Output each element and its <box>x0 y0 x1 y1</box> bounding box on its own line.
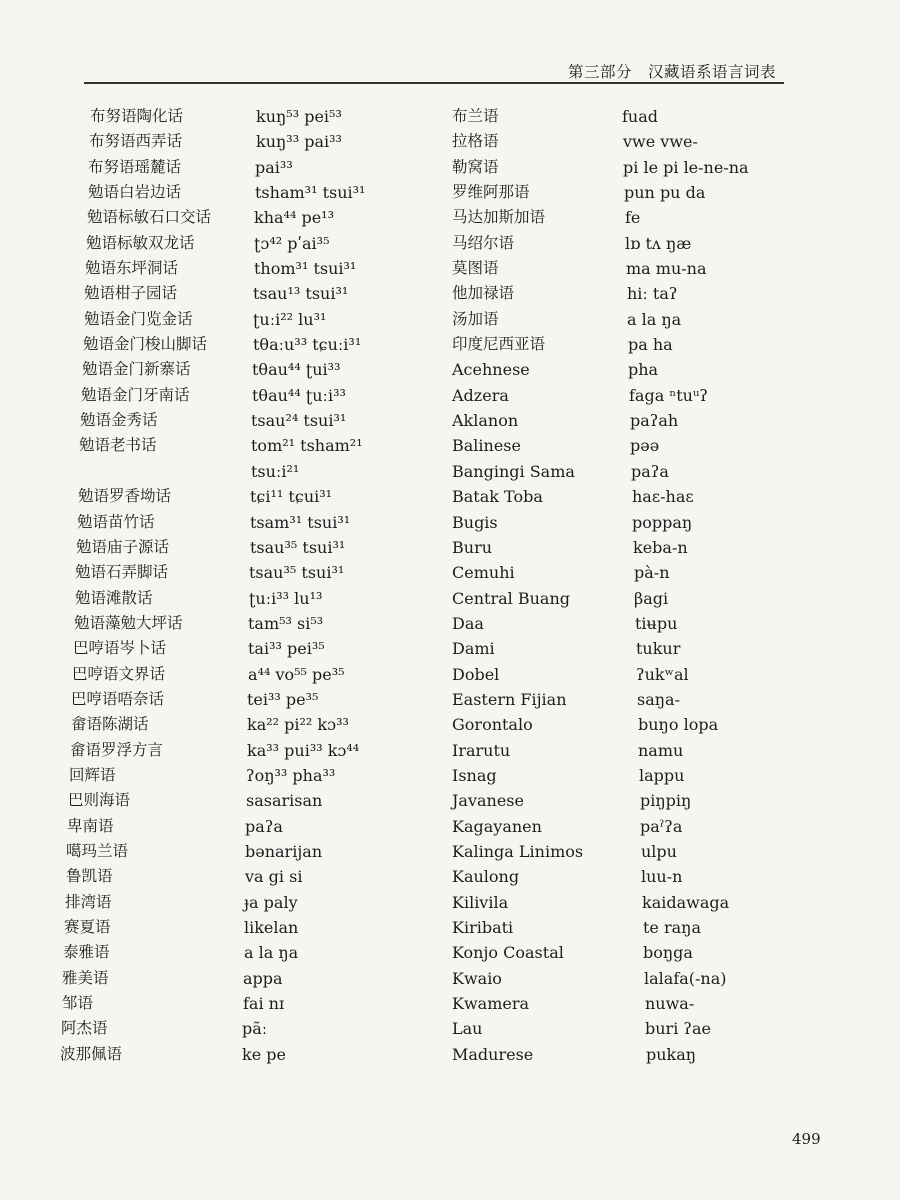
transcription-cell: te raŋa <box>643 918 702 937</box>
language-name-cell: Kwamera <box>452 994 530 1014</box>
table-row <box>0 155 900 180</box>
table-row <box>0 459 900 484</box>
transcription-cell: pukaŋ <box>646 1044 697 1064</box>
table-row <box>0 281 900 306</box>
language-name-cell: 波那佩语 <box>60 1044 123 1063</box>
language-name-cell: 鲁凯语 <box>66 867 113 886</box>
language-name-cell: 勉语庙子源话 <box>76 537 170 556</box>
language-name-cell: 泰雅语 <box>63 943 110 962</box>
language-name-cell: Madurese <box>452 1044 534 1064</box>
transcription-cell: pa ha <box>628 335 673 355</box>
table-row <box>0 662 900 687</box>
language-name-cell: Lau <box>452 1019 483 1039</box>
transcription-cell: tsau¹³ tsui³¹ <box>253 284 349 304</box>
language-name-cell: 马绍尔语 <box>452 233 515 252</box>
language-name-cell: 回辉语 <box>69 765 116 784</box>
transcription-cell: paʔa <box>245 816 283 836</box>
language-name-cell: 勉语标敏石口交话 <box>87 208 212 227</box>
language-name-cell: 噶玛兰语 <box>66 841 129 860</box>
table-row <box>0 763 900 788</box>
transcription-cell: tam⁵³ si⁵³ <box>248 613 324 633</box>
transcription-cell: ulpu <box>641 841 677 861</box>
transcription-cell: luu-n <box>641 867 683 887</box>
transcription-cell: tθau⁴⁴ ʈuːi³³ <box>252 385 346 405</box>
transcription-cell: pha <box>628 360 659 380</box>
language-name-cell: 勉语金门牙南话 <box>81 385 190 404</box>
transcription-cell: tsuːi²¹ <box>251 461 300 481</box>
transcription-cell: a⁴⁴ vo⁵⁵ pe³⁵ <box>248 664 345 684</box>
language-name-cell: Buru <box>452 537 493 557</box>
transcription-cell: sasarisan <box>246 791 323 811</box>
table-row <box>0 332 900 357</box>
language-name-cell: Kiribati <box>452 918 514 937</box>
language-name-cell: Gorontalo <box>452 715 533 735</box>
transcription-cell: boŋga <box>643 943 693 963</box>
language-name-cell: 勉语金门新寨话 <box>82 360 191 379</box>
table-row <box>0 104 900 129</box>
transcription-cell: tsham³¹ tsui³¹ <box>255 183 366 203</box>
page-number: 499 <box>792 1130 821 1148</box>
word-list <box>0 104 900 1067</box>
transcription-cell: ʈuːi³³ lu¹³ <box>249 588 323 608</box>
transcription-cell: pãː <box>242 1019 268 1039</box>
table-row <box>0 890 900 915</box>
table-row <box>0 788 900 813</box>
transcription-cell: pai³³ <box>255 157 293 177</box>
transcription-cell: lɒ tʌ ŋæ <box>625 233 692 253</box>
transcription-cell: tiʉpu <box>635 613 678 633</box>
language-name-cell: 巴则海语 <box>68 791 131 810</box>
transcription-cell: ke pe <box>242 1044 286 1064</box>
language-name-cell: Aklanon <box>452 411 519 431</box>
transcription-cell: tom²¹ tsham²¹ <box>251 436 363 456</box>
language-name-cell: 勉语罗香坳话 <box>78 487 172 506</box>
transcription-cell: fe <box>625 208 641 228</box>
transcription-cell: paʔah <box>630 411 679 431</box>
transcription-cell: a la ŋa <box>244 943 299 963</box>
table-row <box>0 586 900 611</box>
transcription-cell: likelan <box>244 918 299 937</box>
transcription-cell: kuŋ³³ pai³³ <box>256 132 342 152</box>
header-rule <box>84 82 784 84</box>
language-name-cell: 布努语西弄话 <box>89 132 183 151</box>
transcription-cell: keba-n <box>633 537 688 557</box>
language-name-cell: Eastern Fijian <box>452 689 567 709</box>
language-name-cell: 勉语柑子园话 <box>84 284 178 303</box>
table-row <box>0 383 900 408</box>
table-row <box>0 484 900 509</box>
transcription-cell: pà-n <box>634 563 670 583</box>
language-name-cell: Bangingi Sama <box>452 461 575 481</box>
transcription-cell: ʔukʷal <box>636 664 689 684</box>
language-name-cell: 巴哼语文界话 <box>72 664 166 683</box>
language-name-cell: 勉语滩散话 <box>75 588 153 607</box>
transcription-cell: ʈuːi²² lu³¹ <box>253 309 327 329</box>
table-row <box>0 535 900 560</box>
language-name-cell: 畲语罗浮方言 <box>70 740 164 759</box>
language-name-cell: Acehnese <box>452 360 530 380</box>
transcription-cell: tsam³¹ tsui³¹ <box>250 512 351 532</box>
transcription-cell: ka²² pi²² kɔ³³ <box>247 715 349 735</box>
language-name-cell: 卑南语 <box>67 816 114 835</box>
language-name-cell: 赛夏语 <box>64 918 111 936</box>
table-row <box>0 611 900 636</box>
language-name-cell: 布努语瑶麓话 <box>88 157 182 176</box>
language-name-cell: 巴哼语岑卜话 <box>73 639 167 658</box>
language-name-cell: 勉语标敏双龙话 <box>86 233 195 252</box>
table-row <box>0 510 900 535</box>
table-row <box>0 231 900 256</box>
transcription-cell: tθau⁴⁴ ʈui³³ <box>252 360 341 380</box>
transcription-cell: vwe vwe- <box>623 132 698 152</box>
language-name-cell: Bugis <box>452 512 498 532</box>
transcription-cell: tsau³⁵ tsui³¹ <box>250 537 346 557</box>
language-name-cell: 勒窝语 <box>452 157 499 176</box>
language-name-cell: 勉语金门览金话 <box>84 309 193 328</box>
transcription-cell: buri ʔae <box>645 1019 711 1039</box>
table-row <box>0 1016 900 1041</box>
table-row <box>0 357 900 382</box>
transcription-cell: haɛ-haɛ <box>632 487 694 507</box>
transcription-cell: a la ŋa <box>627 309 682 329</box>
transcription-cell: tukur <box>636 639 681 659</box>
language-name-cell: 布努语陶化话 <box>90 107 184 125</box>
transcription-cell: hiː taʔ <box>627 284 678 304</box>
transcription-cell: kha⁴⁴ pe¹³ <box>254 208 334 228</box>
language-name-cell: 勉语石弄脚话 <box>75 563 169 582</box>
header-title: 第三部分 汉藏语系语言词表 <box>567 63 776 81</box>
language-name-cell: Dobel <box>452 664 500 684</box>
language-name-cell: Cemuhi <box>452 563 515 583</box>
language-name-cell: Central Buang <box>452 588 570 608</box>
transcription-cell: lalafa(-na) <box>644 968 727 988</box>
table-row <box>0 256 900 281</box>
transcription-cell: thom³¹ tsui³¹ <box>254 259 357 279</box>
table-row <box>0 839 900 864</box>
language-name-cell: Kalinga Linimos <box>452 841 584 861</box>
language-name-cell: 邹语 <box>62 994 94 1013</box>
table-row <box>0 1042 900 1067</box>
transcription-cell: kaidawaga <box>642 892 730 912</box>
transcription-cell: ɟa paly <box>244 892 298 912</box>
transcription-cell: tθaːu³³ tɕuːi³¹ <box>253 335 362 355</box>
transcription-cell: tai³³ pei³⁵ <box>248 639 325 659</box>
transcription-cell: pi le pi le-ne-na <box>623 157 749 177</box>
language-name-cell: 莫图语 <box>452 259 499 278</box>
language-name-cell: Kwaio <box>452 968 502 988</box>
table-row <box>0 180 900 205</box>
language-name-cell: 汤加语 <box>452 309 499 328</box>
language-name-cell: Kilivila <box>452 892 509 912</box>
language-name-cell: 雅美语 <box>62 968 109 987</box>
table-row <box>0 636 900 661</box>
language-name-cell: Dami <box>452 639 495 659</box>
transcription-cell: namu <box>638 740 684 760</box>
language-name-cell: Javanese <box>452 791 524 811</box>
transcription-cell: buŋo lopa <box>638 715 719 735</box>
transcription-cell: faga ⁿtuᵘʔ <box>629 385 708 405</box>
language-name-cell: 马达加斯加语 <box>452 208 546 227</box>
language-name-cell: Adzera <box>452 385 509 405</box>
transcription-cell: tsau³⁵ tsui³¹ <box>249 563 345 583</box>
transcription-cell: fai nɪ <box>243 994 285 1014</box>
language-name-cell: 勉语老书话 <box>79 436 157 455</box>
language-name-cell: 他加禄语 <box>452 284 515 303</box>
transcription-cell: paˀʔa <box>640 816 683 836</box>
language-name-cell: Kagayanen <box>452 816 542 836</box>
transcription-cell: pəə <box>630 436 660 456</box>
table-row <box>0 433 900 458</box>
language-name-cell: 印度尼西亚语 <box>452 335 546 354</box>
running-header <box>84 58 784 84</box>
table-row <box>0 687 900 712</box>
table-row <box>0 915 900 940</box>
transcription-cell: bənarijan <box>245 841 323 861</box>
language-name-cell: Daa <box>452 613 484 633</box>
table-row <box>0 814 900 839</box>
transcription-cell: lappu <box>639 765 685 785</box>
transcription-cell: pun pu da <box>624 183 706 203</box>
language-name-cell: 勉语藻勉大坪话 <box>74 613 183 632</box>
table-row <box>0 560 900 585</box>
table-row <box>0 712 900 737</box>
transcription-cell: βagi <box>634 588 669 608</box>
language-name-cell: Isnag <box>452 765 497 785</box>
transcription-cell: va gi si <box>245 867 303 887</box>
table-row <box>0 205 900 230</box>
transcription-cell: ʔoŋ³³ pha³³ <box>246 765 336 785</box>
language-name-cell: Irarutu <box>452 740 511 760</box>
transcription-cell: kuŋ⁵³ pei⁵³ <box>256 107 342 126</box>
transcription-cell: tɕi¹¹ tɕui³¹ <box>250 487 333 507</box>
transcription-cell: ma mu-na <box>626 259 707 279</box>
language-name-cell: 拉格语 <box>452 132 499 151</box>
language-name-cell: Balinese <box>452 436 521 456</box>
transcription-cell: fuad <box>622 107 659 126</box>
language-name-cell: 勉语金秀话 <box>80 411 158 430</box>
transcription-cell: piŋpiŋ <box>640 791 692 811</box>
table-row <box>0 864 900 889</box>
language-name-cell: Kaulong <box>452 867 520 887</box>
language-name-cell: 阿杰语 <box>61 1019 108 1038</box>
transcription-cell: ka³³ pui³³ kɔ⁴⁴ <box>247 740 360 760</box>
language-name-cell: Konjo Coastal <box>452 943 564 963</box>
language-name-cell: 巴哼语唔奈话 <box>71 689 165 708</box>
transcription-cell: tsau²⁴ tsui³¹ <box>251 411 347 431</box>
transcription-cell: ʈɔ⁴² pʹai³⁵ <box>254 233 330 253</box>
table-row <box>0 991 900 1016</box>
language-name-cell: 勉语东坪洞话 <box>85 259 179 278</box>
language-name-cell: 勉语金门梭山脚话 <box>83 335 208 354</box>
transcription-cell: appa <box>243 968 283 988</box>
transcription-cell: tei³³ pe³⁵ <box>247 689 319 709</box>
transcription-cell: saŋa- <box>637 689 680 709</box>
table-row <box>0 129 900 154</box>
language-name-cell: 勉语苗竹话 <box>77 512 155 531</box>
table-row <box>0 307 900 332</box>
transcription-cell: paʔa <box>631 461 669 481</box>
table-row <box>0 940 900 965</box>
language-name-cell: 罗维阿那语 <box>452 183 530 202</box>
language-name-cell: Batak Toba <box>452 487 543 507</box>
language-name-cell: 勉语白岩边话 <box>88 183 182 202</box>
table-row <box>0 738 900 763</box>
table-row <box>0 966 900 991</box>
language-name-cell: 排湾语 <box>65 892 112 911</box>
transcription-cell: poppaŋ <box>632 512 693 532</box>
table-row <box>0 408 900 433</box>
language-name-cell: 布兰语 <box>452 107 499 125</box>
language-name-cell: 畲语陈湖话 <box>71 715 149 734</box>
transcription-cell: nuwa- <box>645 994 695 1014</box>
